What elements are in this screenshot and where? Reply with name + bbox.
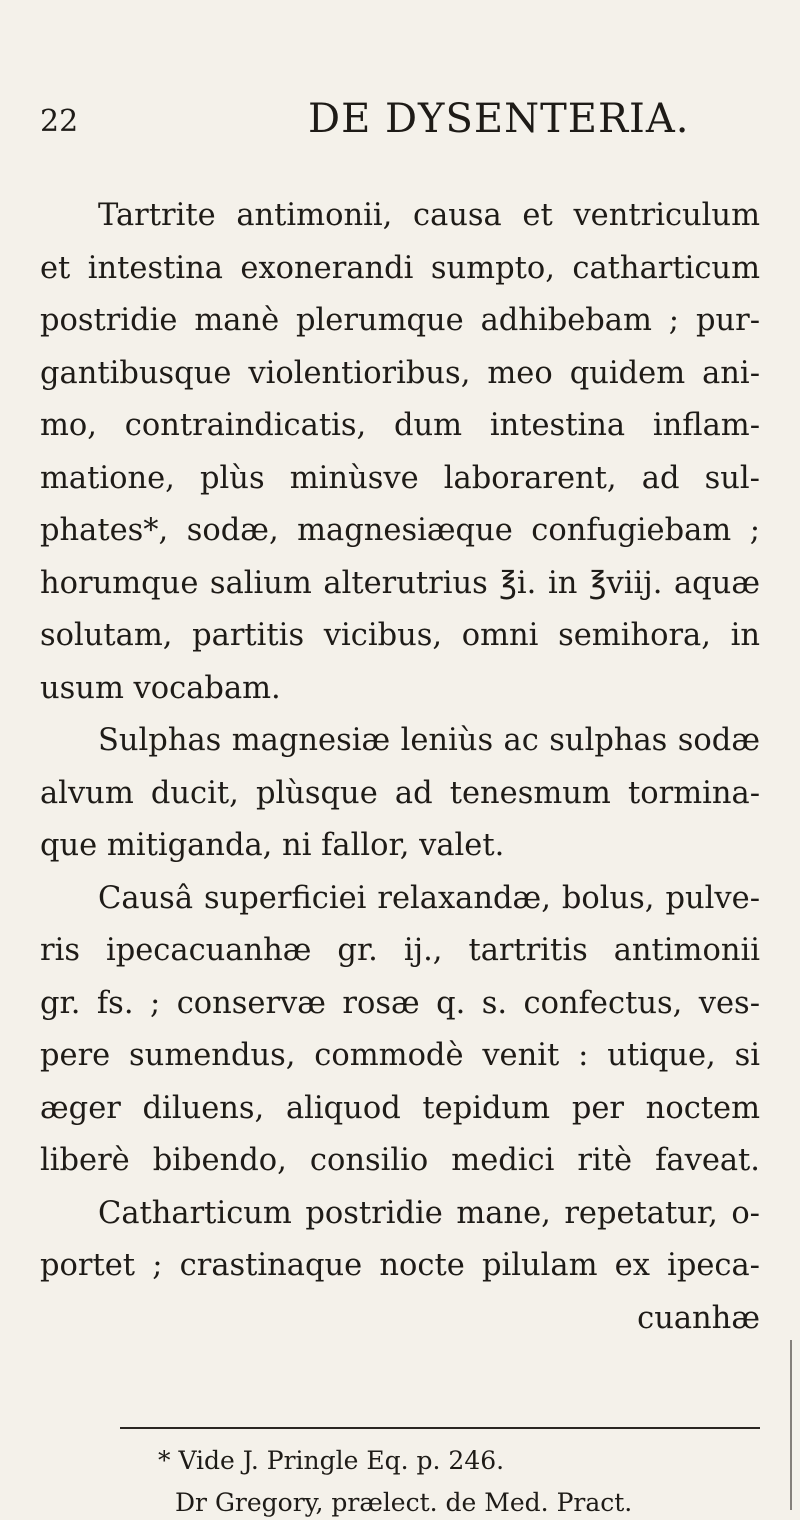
- text-line: pere sumendus, commodè venit : utique, si: [40, 1038, 760, 1073]
- running-head: DE DYSENTERIA.: [308, 96, 690, 142]
- text-line: æger diluens, aliquod tepidum per noctem: [40, 1090, 760, 1126]
- text-line: mo, contraindicatis, dum intestina inflam-: [40, 408, 760, 443]
- text-line: que mitiganda, ni fallor, valet.: [40, 828, 505, 863]
- text-line: solutam, partitis vicibus, omni semihora, in: [40, 618, 760, 653]
- text-line: usum vocabam.: [40, 670, 281, 706]
- text-line: portet ; crastinaque nocte pilulam ex ipeca-: [40, 1248, 760, 1283]
- catchword: cuanhæ: [637, 1300, 760, 1336]
- text-line: alvum ducit, plùsque ad tenesmum tormina-: [40, 775, 760, 811]
- text-line: Sulphas magnesiæ leniùs ac sulphas sodæ: [98, 723, 760, 758]
- text-line: ris ipecacuanhæ gr. ij., tartritis antimonii: [40, 933, 760, 968]
- text-line: liberè bibendo, consilio medici ritè faveat.: [40, 1143, 760, 1178]
- page-header: [40, 96, 740, 156]
- text-line: gantibusque violentioribus, meo quidem ani-: [40, 355, 760, 391]
- page-number: 22: [40, 104, 79, 139]
- text-line: Tartrite antimonii, causa et ventriculum: [98, 198, 760, 233]
- text-line: Catharticum postridie mane, repetatur, o-: [98, 1195, 760, 1231]
- footnote: Dr Gregory, prælect. de Med. Pract.: [175, 1488, 633, 1517]
- text-line: postridie manè plerumque adhibebam ; pur-: [40, 303, 760, 338]
- page-edge-mark: [790, 1340, 792, 1510]
- body-text: [40, 190, 760, 1345]
- text-line: horumque salium alterutrius ℥i. in ℥viij. aquæ: [40, 565, 760, 601]
- text-line: et intestina exonerandi sumpto, catharticum: [40, 250, 760, 286]
- text-line: gr. fs. ; conservæ rosæ q. s. confectus, ves-: [40, 985, 760, 1021]
- text-line: phates*, sodæ, magnesiæque confugiebam ;: [40, 513, 760, 548]
- text-line: Causâ superficiei relaxandæ, bolus, pulve-: [98, 880, 760, 916]
- text-line: matione, plùs minùsve laborarent, ad sul-: [40, 460, 760, 496]
- footnote: * Vide J. Pringle Eq. p. 246.: [158, 1446, 505, 1475]
- footnote-rule: [120, 1427, 760, 1429]
